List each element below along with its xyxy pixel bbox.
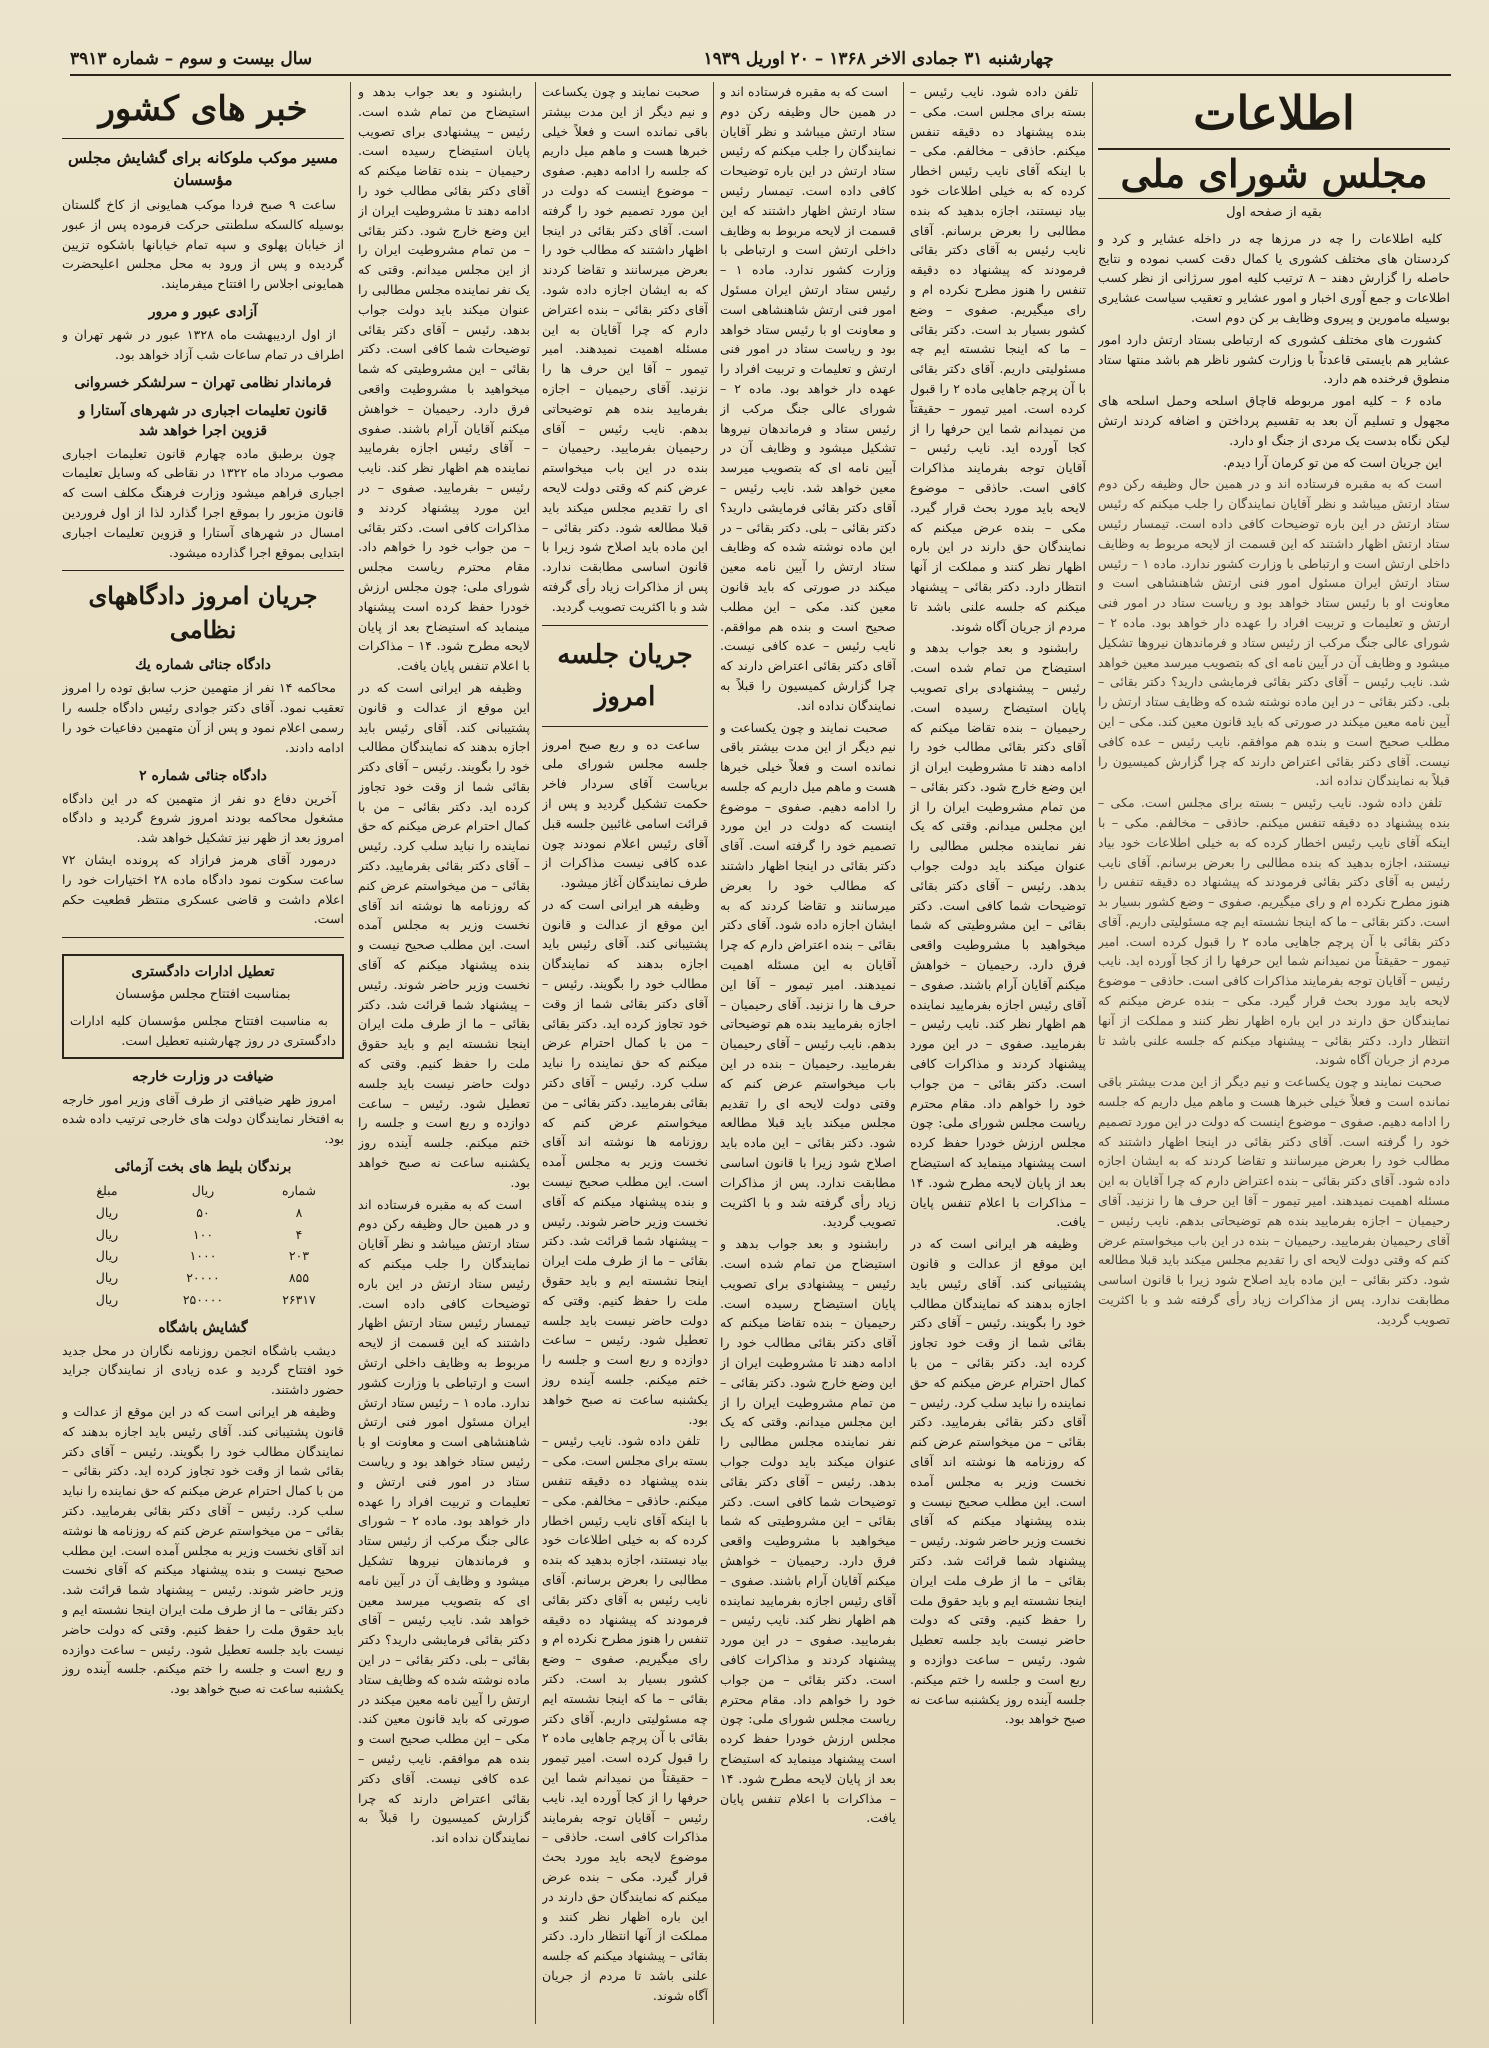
main-paragraph: کشورت های مختلف کشوری که ارتباطی بستاد ارتش دارد امور عشایر هم بایستی قاعدتاً با وزارت کشور ناظر هم باشد منتها ستاد منطوق فرخنده هم دارد. (1098, 331, 1450, 387)
lottery-table (62, 1181, 344, 1310)
column-rule (903, 82, 904, 2024)
tribunal-head: دادگاه جنائی شماره یك (135, 657, 271, 674)
continuation-note: بقیه از صفحه اول (1226, 205, 1322, 220)
column-rule (535, 82, 536, 2024)
column-rule (350, 82, 351, 2024)
section-divider (62, 138, 344, 139)
lottery-cell: ریال (95, 1226, 119, 1242)
lottery-head: برندگان بلیط های بخت آزمائی (114, 1158, 292, 1175)
lottery-cell: ۵۰ (196, 1204, 210, 1220)
lottery-cell: ۴ (295, 1226, 303, 1242)
column-main-story (1098, 82, 1450, 2024)
news-item-subhead: قانون تعلیمات اجباری در شهرهای آستارا و قزوین اجرا خواهد شد (78, 402, 328, 439)
lottery-col-header: شماره (281, 1182, 317, 1198)
club-head: گشایش باشگاه (158, 1319, 248, 1336)
tribunal-title: جریان امروز دادگاههای نظامی (88, 581, 318, 645)
column-news (62, 82, 344, 2024)
issue-info: سال بیست و سوم – شماره ۳۹۱۳ (70, 49, 313, 69)
news-lower-row (62, 946, 344, 1402)
column-text: است که به مقبره فرستاده اند و در همین حال وظیفه رکن دوم ستاد ارتش میباشد و نظر آقایان نمایندگان را جلب میکنم که رئیس ستاد ارتش در این باره توضیحات کافی داده است. تیمسار رئیس ستاد ارتش اظهار داشتند که این قسمت از لایحه مربوط به وظایف داخلی ارتش است و ارتباطی با وزارت کشور ندارد. ماده ۱ – رئیس ستاد ارتش ایران مسئول امور فنی ارتش شاهنشاهی است و معاونت او با رئیس ستاد خواهد بود و ریاست ستاد در امور فنی ارتش و تعلیمات و تربیت افراد را عهده دار خواهد بود. ماده ۲ – شورای عالی جنگ مرکب از رئیس ستاد و فرماندهان نیروها تشکیل میشود و وظایف آن در آیین نامه ای که بتصویب میرسد معین خواهد شد. نایب رئیس – آقای دکتر بقائی فرمایشی دارید؟ دکتر بقائی – بلی. دکتر بقائی – در این ماده نوشته شده که وظایف ستاد ارتش را آیین نامه معین میکند در صورتی که باید قانون معین کند. مکی – این مطلب صحیح است و بنده هم موافقم. نایب رئیس – عده کافی نیست. آقای دکتر بقائی اعتراض دارند که چرا گزارش کمیسیون را قبلاً به نمایندگان نداده اند. (358, 1196, 530, 1846)
section-divider (542, 625, 708, 626)
news-item-text: از اول اردیبهشت ماه ۱۳۲۸ عبور در شهر تهران و اطراف در تمام ساعات شب آزاد خواهد بود. (62, 326, 344, 362)
column-2 (910, 82, 1086, 2024)
lottery-cell: ۲۵۰۰۰۰ (182, 1291, 224, 1307)
news-item-head: آزادی عبور و مرور (148, 303, 258, 320)
tribunal-text: آخرین دفاع دو نفر از متهمین که در این دادگاه مشغول محاکمه بودند امروز شروع گردید و دادگاه امروز بعد از ظهر نیز تشکیل خواهد شد. (62, 790, 344, 846)
lottery-col-header: مبلغ (96, 1182, 118, 1198)
lottery-cell: ۱۰۰ (192, 1226, 214, 1242)
news-lower-right (62, 946, 344, 1402)
column-text: وظیفه هر ایرانی است که در این موقع از عدالت و قانون پشتیبانی کند. آقای رئیس باید اجازه بدهند که نمایندگان مطالب خود را بگویند. رئیس – آقای دکتر بقائی شما از وقت خود تجاوز کرده اید. دکتر بقائی – من با کمال احترام عرض میکنم که حق نماینده را نباید سلب کرد. رئیس – آقای دکتر بقائی بفرمایید. دکتر بقائی – من میخواستم عرض کنم که روزنامه ها نوشته اند آقای نخست وزیر به مجلس آمده است. این مطلب صحیح نیست و بنده پیشنهاد میکنم که آقای نخست وزیر حاضر شوند. رئیس – پیشنهاد شما قرائت شد. دکتر بقائی – ما از طرف ملت ایران اینجا نشسته ایم و باید حقوق ملت را حفظ کنیم. وقتی که دولت حاضر نیست باید جلسه تعطیل شود. رئیس – ساعت دوازده و ربع است و جلسه را ختم میکنم. جلسه آینده روز یکشنبه ساعت نه صبح خواهد بود. (62, 1404, 344, 1697)
closure-sub: بمناسبت افتتاح مجلس مؤسسان (115, 987, 291, 1003)
session-title: جریان جلسه امروز (557, 639, 693, 712)
tribunal-head: دادگاه جنائی شماره ۲ (139, 767, 267, 784)
news-item-text: ساعت ۹ صبح فردا موکب همایونی از کاخ گلستان بوسیله کالسکه سلطنتی حرکت فرموده پس از عبور از خیابان پهلوی و سپه تمام خیابانها باشکوه تزیین گردیده و پس از ورود به محل مجلس اعلیحضرت همایونی اجلاس را افتتاح میفرمایند. (62, 197, 344, 292)
lottery-cell: ۲۰۳ (288, 1248, 310, 1264)
lottery-cell: ۲۶۳۱۷ (282, 1291, 316, 1307)
column-text: رابشنود و بعد جواب بدهد و استیضاح من تمام شده است. رئیس – پیشنهادی برای تصویب پایان استیضاح رسیده است. رحیمیان – بنده تقاضا میکنم که آقای دکتر بقائی مطالب خود را ادامه دهند تا مشروطیت ایران از این وضع خارج شود. دکتر بقائی – من تمام مشروطیت ایران را از این مجلس میدانم. وقتی که یک نفر نماینده مجلس مطالبی را عنوان میکند باید دولت جواب بدهد. رئیس – آقای دکتر بقائی توضیحات شما کافی است. دکتر بقائی – این مشروطیتی که شما میخواهید با مشروطیت واقعی فرق دارد. رحیمیان – خواهش میکنم آقایان آرام باشند. صفوی – آقای رئیس اجازه بفرمایید نماینده هم اظهار نظر کند. نایب رئیس – بفرمایید. صفوی – در این مورد پیشنهاد کردند و مذاکرات کافی است. دکتر بقائی – من جواب خود را خواهم داد. مقام محترم ریاست مجلس شورای ملی: چون مجلس ارزش خودرا حفظ کرده است پیشنهاد مینماید که استیضاح بعد از پایان لایحه مطرح شود. ۱۴ – مذاکرات با اعلام تنفس پایان یافت. (910, 640, 1086, 1230)
main-story-title: مجلس شورای ملی (1098, 148, 1450, 199)
tribunal-text: محاکمه ۱۴ نفر از متهمین حزب سابق توده را امروز تعقیب نمود. آقای دکتر جوادی رئیس دادگاه جلسه را رسمی اعلام نمود و پس از آن متهمین دفاعیات خود را ادامه دادند. (62, 680, 344, 755)
date-line: چهارشنبه ۳۱ جمادی الاخر ۱۳۶۸ – ۲۰ اوریل ۱۹۳۹ (703, 49, 1054, 69)
lottery-cell: ۸ (295, 1204, 303, 1220)
news-item-text: چون برطبق ماده چهارم قانون تعلیمات اجباری مصوب مرداد ماه ۱۳۲۲ در نقاطی که وسایل تعلیمات اجباری فراهم میشود وزارت فرهنگ مکلف است که قانون مزبور را بموقع اجرا گذارد لذا از اول فروردین امسال در شهرهای آستارا و قزوین تعلیمات اجباری ابتدایی بموقع اجرا گذارده میشود. (62, 445, 344, 560)
column-text: وظیفه هر ایرانی است که در این موقع از عدالت و قانون پشتیبانی کند. آقای رئیس باید اجازه بدهند که نمایندگان مطالب خود را بگویند. رئیس – آقای دکتر بقائی شما از وقت خود تجاوز کرده اید. دکتر بقائی – من با کمال احترام عرض میکنم که حق نماینده را نباید سلب کرد. رئیس – آقای دکتر بقائی بفرمایید. دکتر بقائی – من میخواستم عرض کنم که روزنامه ها نوشته اند آقای نخست وزیر به مجلس آمده است. این مطلب صحیح نیست و بنده پیشنهاد میکنم که آقای نخست وزیر حاضر شوند. رئیس – پیشنهاد شما قرائت شد. دکتر بقائی – ما از طرف ملت ایران اینجا نشسته ایم و باید حقوق ملت را حفظ کنیم. وقتی که دولت حاضر نیست باید جلسه تعطیل شود. رئیس – ساعت دوازده و ربع است و جلسه را ختم میکنم. جلسه آینده روز یکشنبه ساعت نه صبح خواهد بود. (910, 1236, 1086, 1727)
tribunal-text: درمورد آقای هرمز فرازاد که پرونده ایشان ۷۲ ساعت سکوت نمود دادگاه ماده ۲۸ اختیارات خود را اعلام داشت و قاضی عسکری منتظر قطعیت حکم است. (62, 851, 344, 927)
main-paragraph-cont: صحبت نمایند و چون یکساعت و نیم دیگر از این مدت بیشتر باقی نمانده است و فعلاً خیلی خبرها هست و ماهم میل داریم که جلسه را ادامه دهیم. صفوی – موضوع اینست که دولت در این مورد تصمیم خود را گرفته است. آقای دکتر بقائی در اینجا اظهار داشتند که مطالب خود را بعرض میرسانند و تقاضا کردند که به ایشان اجازه داده شود. آقای دکتر بقائی – بنده اعتراض دارم که چرا آقایان به این مسئله اهمیت نمیدهند. امیر تیمور – آقا این حرف ها را نزنید. آقای رحیمیان – اجازه بفرمایید بنده هم توضیحاتی بدهم. نایب رئیس – آقای رحیمیان بفرمایید. رحیمیان – بنده در این باب میخواستم عرض کنم که وقتی دولت لایحه ای را تقدیم مجلس میکند باید قبلا مطالعه شود. دکتر بقائی – این ماده باید اصلاح شود زیرا با قانون اساسی مطابقت ندارد. پس از مذاکرات زیاد رأی گرفته شد و با اکثریت تصویب گردید. (1098, 1074, 1450, 1327)
lottery-col-header: ریال (191, 1182, 215, 1198)
foreign-text: امروز ظهر ضیافتی از طرف آقای وزیر امور خارجه به افتخار نمایندگان دولت های خارجی ترتیب داده شده بود. (62, 1091, 344, 1147)
column-text: است که به مقبره فرستاده اند و در همین حال وظیفه رکن دوم ستاد ارتش میباشد و نظر آقایان نمایندگان را جلب میکنم که رئیس ستاد ارتش در این باره توضیحات کافی داده است. تیمسار رئیس ستاد ارتش اظهار داشتند که این قسمت از لایحه مربوط به وظایف داخلی ارتش است و ارتباطی با وزارت کشور ندارد. ماده ۱ – رئیس ستاد ارتش ایران مسئول امور فنی ارتش شاهنشاهی است و معاونت او با رئیس ستاد خواهد بود و ریاست ستاد در امور فنی ارتش و تعلیمات و تربیت افراد را عهده دار خواهد بود. ماده ۲ – شورای عالی جنگ مرکب از رئیس ستاد و فرماندهان نیروها تشکیل میشود و وظایف آن در آیین نامه ای که بتصویب میرسد معین خواهد شد. نایب رئیس – آقای دکتر بقائی فرمایشی دارید؟ دکتر بقائی – بلی. دکتر بقائی – در این ماده نوشته شده که وظایف ستاد ارتش را آیین نامه معین میکند در صورتی که باید قانون معین کند. مکی – این مطلب صحیح است و بنده هم موافقم. نایب رئیس – عده کافی نیست. آقای دکتر بقائی اعتراض دارند که چرا گزارش کمیسیون را قبلاً به نمایندگان نداده اند. (720, 84, 896, 713)
column-text: صحبت نمایند و چون یکساعت و نیم دیگر از این مدت بیشتر باقی نمانده است و فعلاً خیلی خبرها هست و ماهم میل داریم که جلسه را ادامه دهیم. صفوی – موضوع اینست که دولت در این مورد تصمیم خود را گرفته است. آقای دکتر بقائی در اینجا اظهار داشتند که مطالب خود را بعرض میرسانند و تقاضا کردند که به ایشان اجازه داده شود. آقای دکتر بقائی – بنده اعتراض دارم که چرا آقایان به این مسئله اهمیت نمیدهند. امیر تیمور – آقا این حرف ها را نزنید. آقای رحیمیان – اجازه بفرمایید بنده هم توضیحاتی بدهم. نایب رئیس – آقای رحیمیان بفرمایید. رحیمیان – بنده در این باب میخواستم عرض کنم که وقتی دولت لایحه ای را تقدیم مجلس میکند باید قبلا مطالعه شود. دکتر بقائی – این ماده باید اصلاح شود زیرا با قانون اساسی مطابقت ندارد. پس از مذاکرات زیاد رأی گرفته شد و با اکثریت تصویب گردید. (542, 84, 708, 614)
column-3 (720, 82, 896, 2024)
main-paragraph: کلیه اطلاعات را چه در مرزها چه در داخله عشایر و کرد و کردستان های مختلف کشوری یا کمال دقت کسب نموده و نتایج حاصله را گزارش دهند – ۸ ترتیب کلیه امور سرژانی از نظر کسب اطلاعات و جمع آوری اخبار و امور عشایر و تعقیب سیاست عشایری بوسیله مامورین و پیروی وظایف بر کن دوم است. (1098, 230, 1450, 325)
lottery-cell: ۱۰۰۰ (189, 1248, 217, 1264)
lottery-cell: ریال (95, 1204, 119, 1220)
lottery-cell: ریال (95, 1248, 119, 1264)
closure-text: به مناسبت افتتاح مجلس مؤسسان کلیه ادارات دادگستری در روز چهارشنبه تعطیل است. (70, 1012, 336, 1048)
session-text: ساعت ده و ربع صبح امروز جلسه مجلس شورای ملی بریاست آقای سردار فاخر حکمت تشکیل گردید و پس از قرائت اسامی غائبین جلسه قبل آقای رئیس اعلام نمودند چون عده کافی نیست مذاکرات از طرف نمایندگان آغاز میشود. (542, 736, 708, 891)
section-divider (62, 570, 344, 571)
column-rule (713, 82, 714, 2024)
main-paragraph-cont: است که به مقبره فرستاده اند و در همین حال وظیفه رکن دوم ستاد ارتش میباشد و نظر آقایان نمایندگان را جلب میکنم که رئیس ستاد ارتش در این باره توضیحات کافی داده است. تیمسار رئیس ستاد ارتش اظهار داشتند که این قسمت از لایحه مربوط به وظایف داخلی ارتش است و ارتباطی با وزارت کشور ندارد. ماده ۱ – رئیس ستاد ارتش ایران مسئول امور فنی ارتش شاهنشاهی است و معاونت او با رئیس ستاد خواهد بود و ریاست ستاد در امور فنی ارتش و تعلیمات و تربیت افراد را عهده دار خواهد بود. ماده ۲ – شورای عالی جنگ مرکب از رئیس ستاد و فرماندهان نیروها تشکیل میشود و وظایف آن در آیین نامه ای که بتصویب میرسد معین خواهد شد. نایب رئیس – آقای دکتر بقائی فرمایشی دارید؟ دکتر بقائی – بلی. دکتر بقائی – در این ماده نوشته شده که وظایف ستاد ارتش را آیین نامه معین میکند در صورتی که باید قانون معین کند. مکی – این مطلب صحیح است و بنده هم موافقم. نایب رئیس – عده کافی نیست. آقای دکتر بقائی اعتراض دارند که چرا گزارش کمیسیون را قبلاً به نمایندگان نداده اند. (1098, 476, 1450, 789)
main-paragraph: ماده ۶ – کلیه امور مربوطه قاچاق اسلحه وحمل اسلحه های مجهول و تسلیم آن بعد به تقسیم پرداختن و اضافه کردند ارتش لیکن نگاه بدست یک مردی از جنگ او دارد. (1098, 393, 1450, 448)
column-text: وظیفه هر ایرانی است که در این موقع از عدالت و قانون پشتیبانی کند. آقای رئیس باید اجازه بدهند که نمایندگان مطالب خود را بگویند. رئیس – آقای دکتر بقائی شما از وقت خود تجاوز کرده اید. دکتر بقائی – من با کمال احترام عرض میکنم که حق نماینده را نباید سلب کرد. رئیس – آقای دکتر بقائی بفرمایید. دکتر بقائی – من میخواستم عرض کنم که روزنامه ها نوشته اند آقای نخست وزیر به مجلس آمده است. این مطلب صحیح نیست و بنده پیشنهاد میکنم که آقای نخست وزیر حاضر شوند. رئیس – پیشنهاد شما قرائت شد. دکتر بقائی – ما از طرف ملت ایران اینجا نشسته ایم و باید حقوق ملت را حفظ کنیم. وقتی که دولت حاضر نیست باید جلسه تعطیل شود. رئیس – ساعت دوازده و ربع است و جلسه را ختم میکنم. جلسه آینده روز یکشنبه ساعت نه صبح خواهد بود. (542, 896, 708, 1427)
column-text: صحبت نمایند و چون یکساعت و نیم دیگر از این مدت بیشتر باقی نمانده است و فعلاً خیلی خبرها هست و ماهم میل داریم که جلسه را ادامه دهیم. صفوی – موضوع اینست که دولت در این مورد تصمیم خود را گرفته است. آقای دکتر بقائی در اینجا اظهار داشتند که مطالب خود را بعرض میرسانند و تقاضا کردند که به ایشان اجازه داده شود. آقای دکتر بقائی – بنده اعتراض دارم که چرا آقایان به این مسئله اهمیت نمیدهند. امیر تیمور – آقا این حرف ها را نزنید. آقای رحیمیان – اجازه بفرمایید بنده هم توضیحاتی بدهم. نایب رئیس – آقای رحیمیان بفرمایید. رحیمیان – بنده در این باب میخواستم عرض کنم که وقتی دولت لایحه ای را تقدیم مجلس میکند باید قبلا مطالعه شود. دکتر بقائی – این ماده باید اصلاح شود زیرا با قانون اساسی مطابقت ندارد. پس از مذاکرات زیاد رأی گرفته شد و با اکثریت تصویب گردید. (720, 719, 896, 1230)
column-text: تلفن داده شود. نایب رئیس – بسته برای مجلس است. مکی – بنده پیشنهاد ده دقیقه تنفس میکنم. حاذقی – مخالفم. مکی – با اینکه آقای نایب رئیس اخطار کرده که به خیلی اطلاعات خود بیاد نیستند، اجازه بدهید که بنده مطالبی را بعرض برسانم. آقای نایب رئیس به آقای دکتر بقائی فرمودند که پیشنهاد ده دقیقه تنفس را هنوز مطرح نکرده ام و رای میگیریم. صفوی – وضع کشور بسیار بد است. دکتر بقائی – ما که اینجا نشسته ایم چه مسئولیتی داریم. آقای دکتر بقائی با آن پرچم جاهایی ماده ۲ را قبول کرده است. امیر تیمور – حقیقتاً من نمیدانم شما این حرفها را از کجا آورده اید. نایب رئیس – آقایان توجه بفرمایند مذاکرات کافی است. حاذقی – موضوع لایحه باید مورد بحث قرار گیرد. مکی – بنده عرض میکنم که نمایندگان حق دارند در این باره اظهار نظر کنند و مملکت از آنها انتظار دارد. دکتر بقائی – پیشنهاد میکنم که جلسه علنی باشد تا مردم از جریان آگاه شوند. (910, 84, 1086, 634)
page-header (70, 44, 1451, 76)
section-divider (62, 937, 344, 938)
closure-head: تعطیل ادارات دادگستری (131, 964, 275, 981)
lottery-cell: ۲۰۰۰۰ (186, 1270, 220, 1286)
section-divider (542, 726, 708, 727)
column-text: وظیفه هر ایرانی است که در این موقع از عدالت و قانون پشتیبانی کند. آقای رئیس باید اجازه بدهند که نمایندگان مطالب خود را بگویند. رئیس – آقای دکتر بقائی شما از وقت خود تجاوز کرده اید. دکتر بقائی – من با کمال احترام عرض میکنم که حق نماینده را نباید سلب کرد. رئیس – آقای دکتر بقائی بفرمایید. دکتر بقائی – من میخواستم عرض کنم که روزنامه ها نوشته اند آقای نخست وزیر به مجلس آمده است. این مطلب صحیح نیست و بنده پیشنهاد میکنم که آقای نخست وزیر حاضر شوند. رئیس – پیشنهاد شما قرائت شد. دکتر بقائی – ما از طرف ملت ایران اینجا نشسته ایم و باید حقوق ملت را حفظ کنیم. وقتی که دولت حاضر نیست باید جلسه تعطیل شود. رئیس – ساعت دوازده و ربع است و جلسه را ختم میکنم. جلسه آینده روز یکشنبه ساعت نه صبح خواهد بود. (358, 679, 530, 1190)
lottery-cell: ریال (95, 1291, 119, 1307)
lottery-cell: ریال (95, 1270, 119, 1286)
club-text: دیشب باشگاه انجمن روزنامه نگاران در محل جدید خود افتتاح گردید و عده زیادی از نمایندگان جراید حضور داشتند. (62, 1342, 344, 1398)
news-title: خبر های کشور (98, 89, 308, 129)
column-5 (358, 82, 530, 2024)
closure-box (62, 954, 344, 1058)
main-paragraph: این جریان است که من تو کرمان آرا دیدم. (1223, 454, 1442, 470)
foreign-head: ضیافت در وزارت خارجه (132, 1068, 274, 1085)
lottery-cell: ۸۵۵ (288, 1270, 310, 1286)
newspaper-logo: اطلاعات (1193, 86, 1355, 140)
news-item-head: فرماندار نظامی تهران – سرلشکر خسروانی (74, 374, 332, 391)
column-4 (542, 82, 708, 2024)
news-item-head: مسیر موکب ملوکانه برای گشایش مجلس مؤسسان (68, 148, 338, 189)
column-text: رابشنود و بعد جواب بدهد و استیضاح من تمام شده است. رئیس – پیشنهادی برای تصویب پایان استیضاح رسیده است. رحیمیان – بنده تقاضا میکنم که آقای دکتر بقائی مطالب خود را ادامه دهند تا مشروطیت ایران از این وضع خارج شود. دکتر بقائی – من تمام مشروطیت ایران را از این مجلس میدانم. وقتی که یک نفر نماینده مجلس مطالبی را عنوان میکند باید دولت جواب بدهد. رئیس – آقای دکتر بقائی توضیحات شما کافی است. دکتر بقائی – این مشروطیتی که شما میخواهید با مشروطیت واقعی فرق دارد. رحیمیان – خواهش میکنم آقایان آرام باشند. صفوی – آقای رئیس اجازه بفرمایید نماینده هم اظهار نظر کند. نایب رئیس – بفرمایید. صفوی – در این مورد پیشنهاد کردند و مذاکرات کافی است. دکتر بقائی – من جواب خود را خواهم داد. مقام محترم ریاست مجلس شورای ملی: چون مجلس ارزش خودرا حفظ کرده است پیشنهاد مینماید که استیضاح بعد از پایان لایحه مطرح شود. ۱۴ – مذاکرات با اعلام تنفس پایان یافت. (358, 84, 530, 674)
column-rule (1092, 82, 1093, 2024)
column-text: تلفن داده شود. نایب رئیس – بسته برای مجلس است. مکی – بنده پیشنهاد ده دقیقه تنفس میکنم. حاذقی – مخالفم. مکی – با اینکه آقای نایب رئیس اخطار کرده که به خیلی اطلاعات خود بیاد نیستند، اجازه بدهید که بنده مطالبی را بعرض برسانم. آقای نایب رئیس به آقای دکتر بقائی فرمودند که پیشنهاد ده دقیقه تنفس را هنوز مطرح نکرده ام و رای میگیریم. صفوی – وضع کشور بسیار بد است. دکتر بقائی – ما که اینجا نشسته ایم چه مسئولیتی داریم. آقای دکتر بقائی با آن پرچم جاهایی ماده ۲ را قبول کرده است. امیر تیمور – حقیقتاً من نمیدانم شما این حرفها را از کجا آورده اید. نایب رئیس – آقایان توجه بفرمایند مذاکرات کافی است. حاذقی – موضوع لایحه باید مورد بحث قرار گیرد. مکی – بنده عرض میکنم که نمایندگان حق دارند در این باره اظهار نظر کنند و مملکت از آنها انتظار دارد. دکتر بقائی – پیشنهاد میکنم که جلسه علنی باشد تا مردم از جریان آگاه شوند. (542, 1433, 708, 2003)
column-text: رابشنود و بعد جواب بدهد و استیضاح من تمام شده است. رئیس – پیشنهادی برای تصویب پایان استیضاح رسیده است. رحیمیان – بنده تقاضا میکنم که آقای دکتر بقائی مطالب خود را ادامه دهند تا مشروطیت ایران از این وضع خارج شود. دکتر بقائی – من تمام مشروطیت ایران را از این مجلس میدانم. وقتی که یک نفر نماینده مجلس مطالبی را عنوان میکند باید دولت جواب بدهد. رئیس – آقای دکتر بقائی توضیحات شما کافی است. دکتر بقائی – این مشروطیتی که شما میخواهید با مشروطیت واقعی فرق دارد. رحیمیان – خواهش میکنم آقایان آرام باشند. صفوی – آقای رئیس اجازه بفرمایید نماینده هم اظهار نظر کند. نایب رئیس – بفرمایید. صفوی – در این مورد پیشنهاد کردند و مذاکرات کافی است. دکتر بقائی – من جواب خود را خواهم داد. مقام محترم ریاست مجلس شورای ملی: چون مجلس ارزش خودرا حفظ کرده است پیشنهاد مینماید که استیضاح بعد از پایان لایحه مطرح شود. ۱۴ – مذاکرات با اعلام تنفس پایان یافت. (720, 1236, 896, 1826)
main-paragraph-cont: تلفن داده شود. نایب رئیس – بسته برای مجلس است. مکی – بنده پیشنهاد ده دقیقه تنفس میکنم. حاذقی – مخالفم. مکی – با اینکه آقای نایب رئیس اخطار کرده که به خیلی اطلاعات خود بیاد نیستند، اجازه بدهید که بنده مطالبی را بعرض برسانم. آقای نایب رئیس به آقای دکتر بقائی فرمودند که پیشنهاد ده دقیقه تنفس را هنوز مطرح نکرده ام و رای میگیریم. صفوی – وضع کشور بسیار بد است. دکتر بقائی – ما که اینجا نشسته ایم چه مسئولیتی داریم. آقای دکتر بقائی با آن پرچم جاهایی ماده ۲ را قبول کرده است. امیر تیمور – حقیقتاً من نمیدانم شما این حرفها را از کجا آورده اید. نایب رئیس – آقایان توجه بفرمایند مذاکرات کافی است. حاذقی – موضوع لایحه باید مورد بحث قرار گیرد. مکی – بنده عرض میکنم که نمایندگان حق دارند در این باره اظهار نظر کنند و مملکت از آنها انتظار دارد. دکتر بقائی – پیشنهاد میکنم که جلسه علنی باشد تا مردم از جریان آگاه شوند. (1098, 795, 1450, 1068)
